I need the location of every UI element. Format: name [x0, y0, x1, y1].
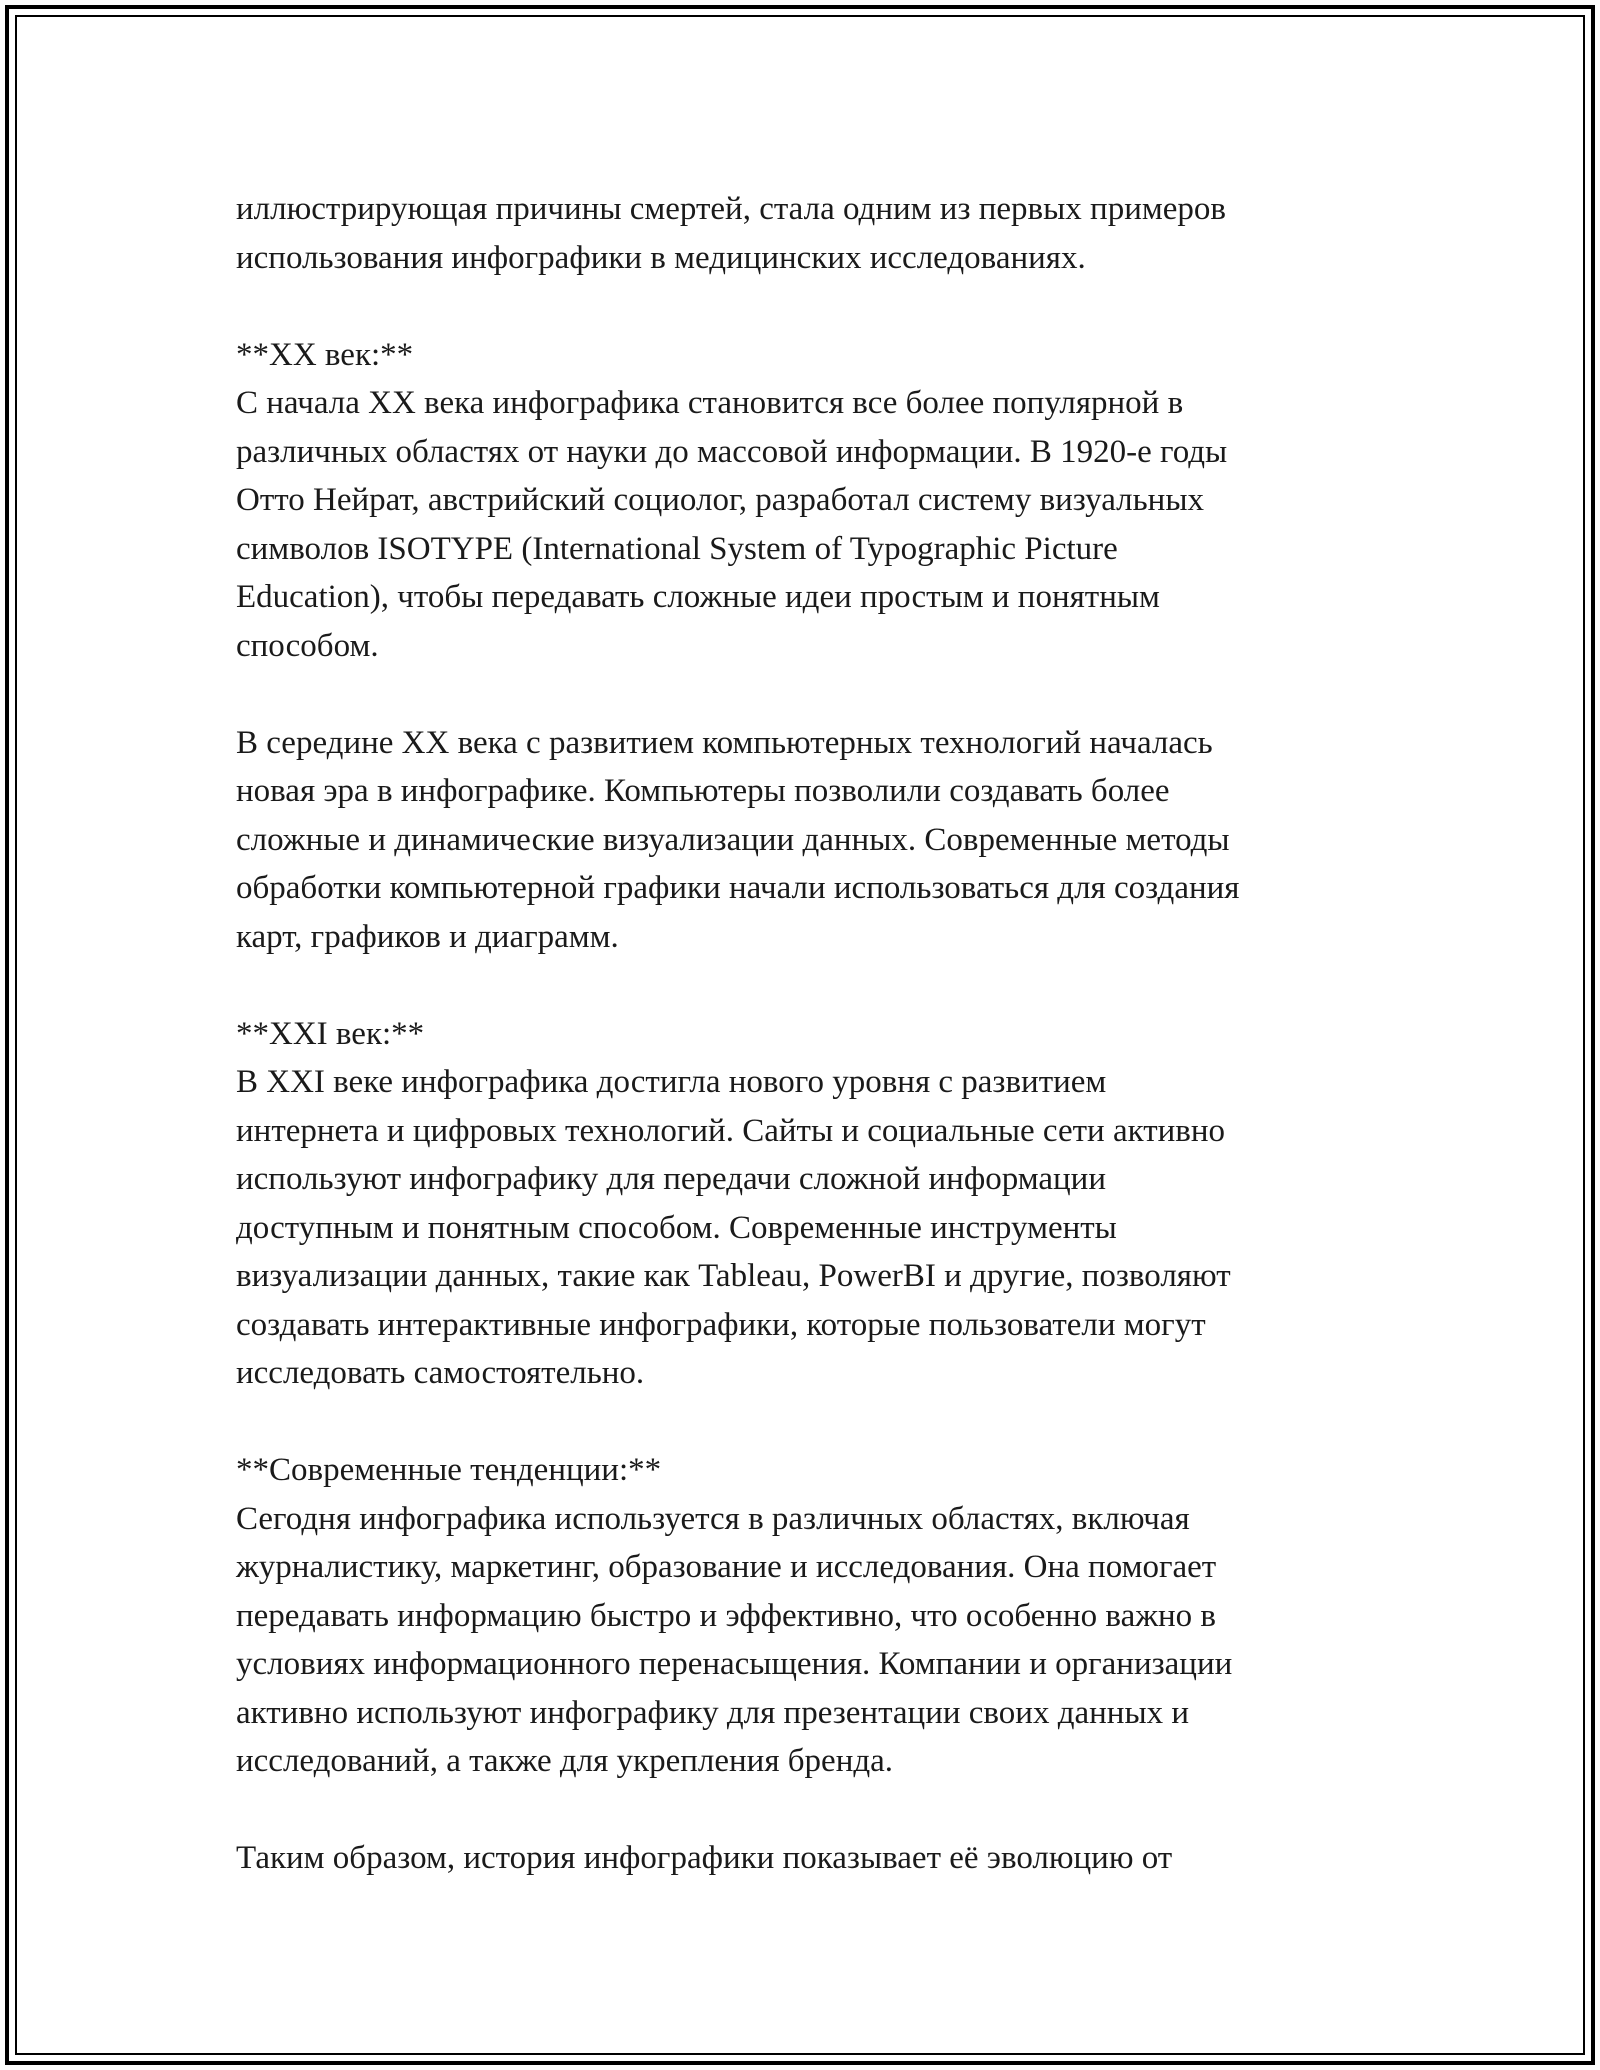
section-modern-trends [236, 1446, 1396, 1786]
paragraph-intro-continuation [236, 185, 1396, 282]
text-line: используют инфографику для передачи сложной информации [236, 1161, 1107, 1197]
text-line: условиях информационного перенасыщения. Компании и организации [236, 1646, 1233, 1682]
text-line: различных областях от науки до массовой информации. В 1920-е годы [236, 433, 1228, 470]
text-line: Education), чтобы передавать сложные идеи простым и понятным [236, 579, 1160, 615]
section-21st-century [236, 1010, 1396, 1398]
text-line: создавать интерактивные инфографики, которые пользователи могут [236, 1306, 1206, 1343]
text-line: исследовать самостоятельно. [236, 1355, 645, 1391]
text-line: сложные и динамические визуализации данных. Современные методы [236, 821, 1230, 858]
text-line: Отто Нейрат, австрийский социолог, разработал систему визуальных [236, 482, 1205, 518]
text-line: Сегодня инфографика используется в различных областях, включая [236, 1500, 1190, 1537]
text-line: иллюстрирующая причины смертей, стала одним из первых примеров [236, 191, 1226, 227]
text-line: передавать информацию быстро и эффективно, что особенно важно в [236, 1597, 1217, 1634]
document-body [236, 185, 1396, 1931]
text-line: способом. [236, 627, 379, 664]
text-line: С начала XX века инфографика становится все более популярной в [236, 385, 1184, 421]
text-line: символов ISOTYPE (International System of Typographic Picture [236, 530, 1118, 567]
section-heading: **XX век:** [236, 336, 414, 373]
section-20th-century [236, 331, 1396, 671]
section-heading: **XXI век:** [236, 1015, 425, 1052]
text-line: доступным и понятным способом. Современные инструменты [236, 1209, 1117, 1246]
text-line: журналистику, маркетинг, образование и исследования. Она помогает [236, 1549, 1217, 1585]
section-heading: **Современные тенденции:** [236, 1452, 662, 1488]
text-line: карт, графиков и диаграмм. [236, 918, 619, 955]
text-line: визуализации данных, такие как Tableau, PowerBI и другие, позволяют [236, 1258, 1231, 1294]
text-line: Таким образом, история инфографики показывает её эволюцию от [236, 1840, 1173, 1876]
text-line: В XXI веке инфографика достигла нового уровня с развитием [236, 1064, 1107, 1100]
text-line: новая эра в инфографике. Компьютеры позволили создавать более [236, 773, 1170, 809]
text-line: исследований, а также для укрепления бренда. [236, 1743, 894, 1779]
text-line: В середине XX века с развитием компьютерных технологий началась [236, 724, 1213, 761]
text-line: обработки компьютерной графики начали использоваться для создания [236, 870, 1240, 906]
text-line: активно используют инфографику для презентации своих данных и [236, 1694, 1190, 1731]
text-line: интернета и цифровых технологий. Сайты и социальные сети активно [236, 1112, 1226, 1149]
paragraph-mid-20th-century [236, 719, 1396, 962]
paragraph-conclusion [236, 1834, 1396, 1883]
text-line: использования инфографики в медицинских исследованиях. [236, 239, 1086, 276]
